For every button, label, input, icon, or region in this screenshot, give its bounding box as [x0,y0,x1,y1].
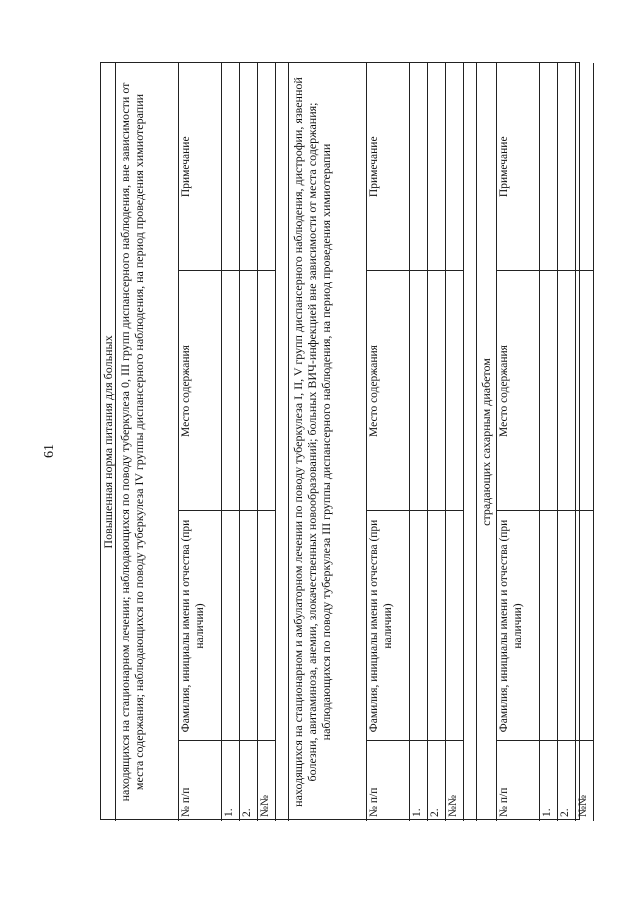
table-row [258,63,276,821]
row-number: 1. [222,741,240,821]
col-full-name: Фамилия, инициалы имени и отчества (при наличии) [179,511,222,741]
table-row [576,63,594,821]
note-cell [428,63,446,271]
table-header-row [497,63,540,821]
section-spacer [464,63,477,821]
note-cell [446,63,464,271]
col-note: Примечание [179,63,222,271]
section-2-table [367,63,464,821]
section-3-header: страдающих сахарным диабетом [477,63,497,821]
name-cell [240,511,258,741]
section-1-header: находящихся на стационарном лечении; наблюдающихся по поводу туберкулеза 0, III групп диспансерного наблюдения, вне зависимости от места содержания; наблюдающихся по поводу туберкулеза IV группы диспансерного наблюдения, на период проведения химиотерапии [116,63,179,821]
section-3-table [497,63,594,821]
note-cell [240,63,258,271]
table-row [540,63,558,821]
table-row [558,63,576,821]
note-cell [540,63,558,271]
table-row [446,63,464,821]
col-location: Место содержания [179,271,222,511]
name-cell [576,511,594,741]
row-number: 2. [558,741,576,821]
col-number: № п/п [367,741,410,821]
col-full-name: Фамилия, инициалы имени и отчества (при наличии) [497,511,540,741]
col-full-name: Фамилия, инициалы имени и отчества (при наличии) [367,511,410,741]
location-cell [576,271,594,511]
name-cell [558,511,576,741]
table-row [428,63,446,821]
name-cell [258,511,276,741]
table-row [222,63,240,821]
location-cell [410,271,428,511]
location-cell [540,271,558,511]
table-row [410,63,428,821]
row-number: 1. [410,741,428,821]
col-location: Место содержания [367,271,410,511]
note-cell [576,63,594,271]
table-header-row [367,63,410,821]
name-cell [410,511,428,741]
location-cell [240,271,258,511]
page-number: 61 [42,444,57,458]
location-cell [446,271,464,511]
location-cell [558,271,576,511]
table-header-row [179,63,222,821]
form-title: Повышенная норма питания для больных [101,63,116,821]
name-cell [540,511,558,741]
col-location: Место содержания [497,271,540,511]
table-row [240,63,258,821]
note-cell [410,63,428,271]
row-number: 2. [428,741,446,821]
section-2-header: находящихся на стационарном и амбулаторном лечении по поводу туберкулеза I, II, V групп диспансерного наблюдения, дистрофии, язвенной болезни, авитаминоза, анемии, злокачественных новообразований; больных ВИЧ-инфекцией вне зависимости от места содержания; наблюдающихся по поводу туберкулеза III группы диспансерного наблюдения, на период проведения химиотерапии [289,63,367,821]
note-cell [258,63,276,271]
note-cell [222,63,240,271]
nutrition-norm-form [100,62,589,820]
col-note: Примечание [497,63,540,271]
name-cell [222,511,240,741]
row-number: №№ [576,741,594,821]
rotated-content [101,63,589,821]
col-number: № п/п [179,741,222,821]
note-cell [558,63,576,271]
col-note: Примечание [367,63,410,271]
name-cell [428,511,446,741]
row-number: 2. [240,741,258,821]
row-number: №№ [446,741,464,821]
location-cell [222,271,240,511]
location-cell [258,271,276,511]
row-number: №№ [258,741,276,821]
name-cell [446,511,464,741]
section-1-table [179,63,276,821]
section-spacer [276,63,289,821]
location-cell [428,271,446,511]
row-number: 1. [540,741,558,821]
col-number: № п/п [497,741,540,821]
